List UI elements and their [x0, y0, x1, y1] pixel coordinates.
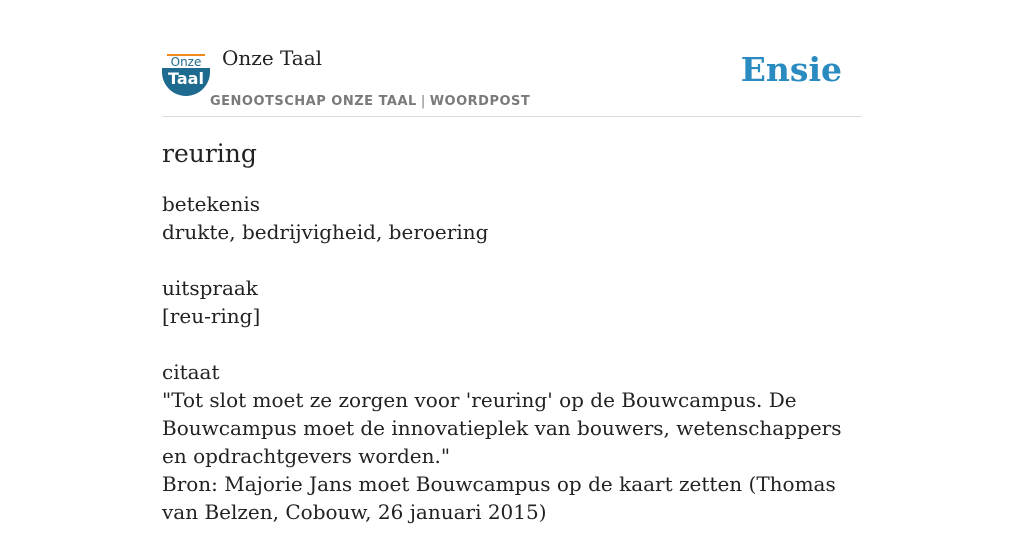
publisher-label: GENOOTSCHAP ONZE TAAL [210, 94, 417, 109]
ensie-brand-link[interactable]: Ensie [740, 50, 842, 89]
header [162, 42, 862, 117]
meaning-section [162, 190, 867, 246]
source-name-link[interactable]: Onze Taal [222, 46, 323, 70]
feed-label: WOORDPOST [429, 94, 531, 109]
source-subtitle [210, 94, 530, 110]
meaning-text: drukte, bedrijvigheid, beroering [162, 220, 489, 244]
logo-text-top: Onze [170, 55, 202, 69]
meaning-heading: betekenis [162, 192, 261, 216]
subtitle-separator: | [420, 94, 426, 109]
onze-taal-logo[interactable] [162, 54, 210, 96]
onze-taal-logo-icon [162, 54, 210, 96]
logo-text-bottom: Taal [168, 69, 204, 88]
quote-section [162, 358, 867, 526]
pronunciation-heading: uitspraak [162, 276, 258, 300]
entry-content [162, 138, 867, 554]
quote-source: Bron: Majorie Jans moet Bouwcampus op de kaart zetten (Thomas van Belzen, Cobouw, 26 januari 2015) [162, 472, 836, 524]
quote-heading: citaat [162, 360, 220, 384]
entry-word: reuring [162, 139, 257, 168]
pronunciation-section [162, 274, 867, 330]
pronunciation-text: [reu-ring] [162, 304, 261, 328]
quote-text: "Tot slot moet ze zorgen voor 'reuring' op de Bouwcampus. De Bouwcampus moet de innovatieplek van bouwers, wetenschappers en opdrachtgevers worden." [162, 388, 842, 468]
